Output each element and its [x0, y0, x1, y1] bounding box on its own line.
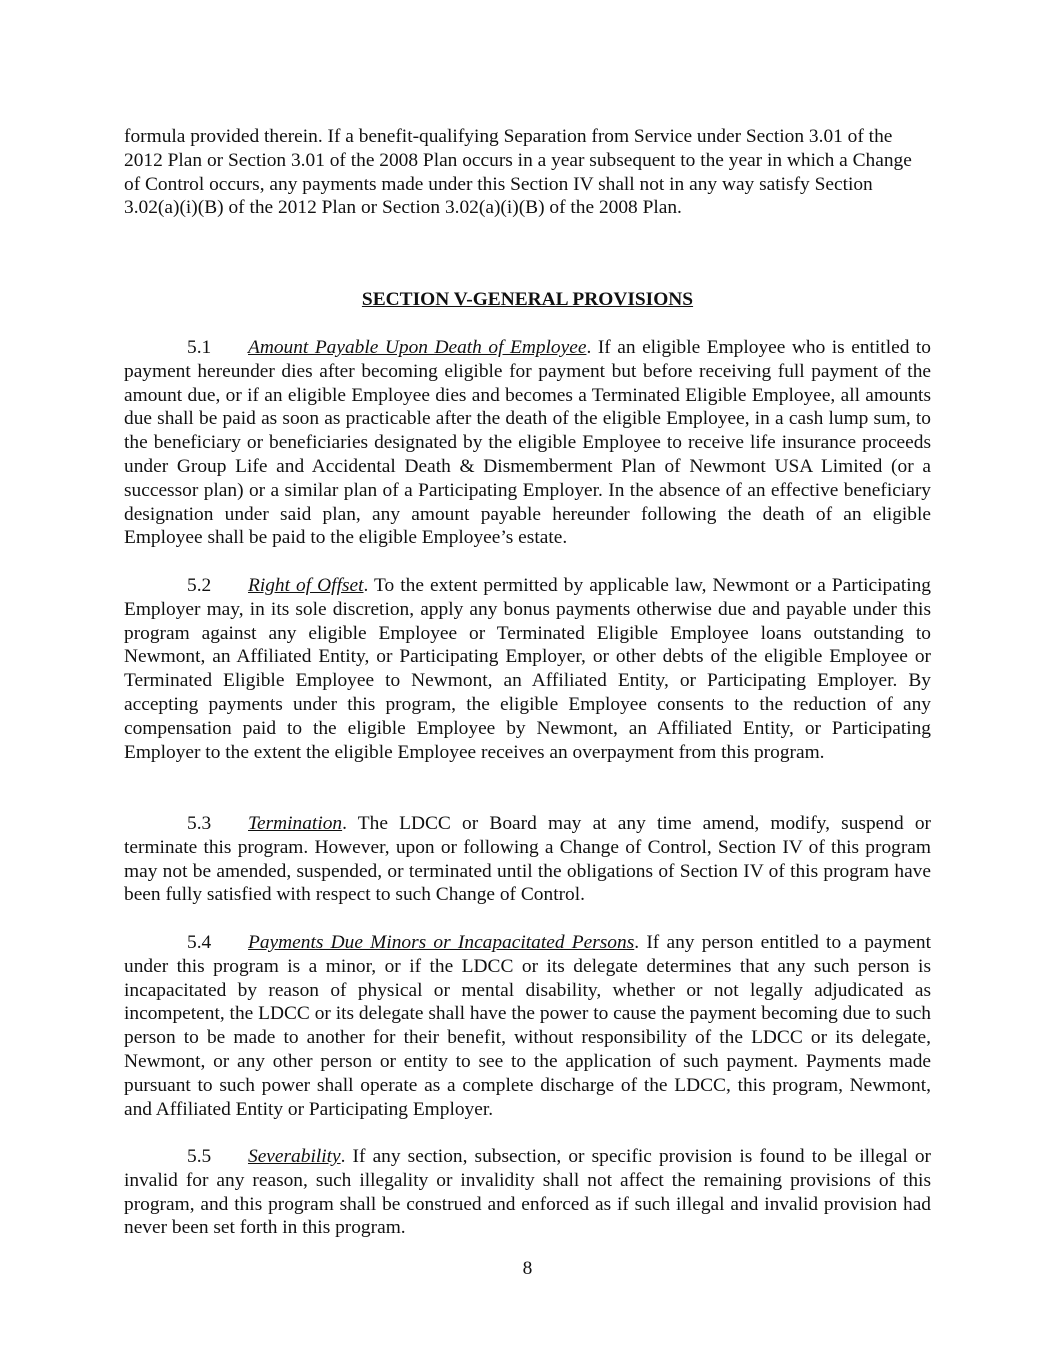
section-caption: Amount Payable Upon Death of Employee [248, 337, 587, 358]
section-number: 5.2 [187, 575, 212, 596]
section-caption: Termination [248, 813, 343, 834]
section-caption: Severability [248, 1146, 341, 1167]
page-number: 8 [522, 1258, 533, 1279]
section-5-1 [124, 336, 931, 550]
section-caption: Payments Due Minors or Incapacitated Persons [248, 932, 635, 953]
section-5-5 [124, 1145, 931, 1240]
section-number: 5.1 [187, 337, 212, 358]
section-text: . If any person entitled to a payment under this program is a minor, or if the LDCC or its delegate determines that any such person is incapacitated by reason of physical or mental disability, whether or not legally adjudicated as incompetent, the LDCC or its delegate shall have the power to cause the payment becoming due to such person to be made to another for their benefit, without responsibility of the LDCC or its delegate, Newmont, or any other person or entity to see to the application of such payment. Payments made pursuant to such power shall operate as a complete discharge of the LDCC, this program, Newmont, and Affiliated Entity or Participating Employer. [124, 932, 931, 1120]
section-number: 5.3 [187, 813, 212, 834]
intro-paragraph: formula provided therein. If a benefit-qualifying Separation from Service under Section 3.01 of the 2012 Plan or Section 3.01 of the 2008 Plan occurs in a year subsequent to the year in which a Change of Control occurs, any payments made under this Section IV shall not in any way satisfy Section 3.02(a)(i)(B) of the 2012 Plan or Section 3.02(a)(i)(B) of the 2008 Plan. [124, 126, 912, 219]
section-caption: Right of Offset [248, 575, 364, 596]
section-text: . The LDCC or Board may at any time amend, modify, suspend or terminate this program. However, upon or following a Change of Control, Section IV of this program may not be amended, suspended, or terminated until the obligations of Section IV of this program have been fully satisfied with respect to such Change of Control. [124, 813, 931, 906]
section-5-4 [124, 931, 931, 1121]
section-heading: SECTION V-GENERAL PROVISIONS [361, 289, 694, 310]
section-number: 5.5 [187, 1146, 212, 1167]
section-5-2 [124, 574, 931, 764]
section-text: . If any section, subsection, or specific provision is found to be illegal or invalid for any reason, such illegality or invalidity shall not affect the remaining provisions of this program, and this program shall be construed and enforced as if such illegal and invalid provision had never been set forth in this program. [124, 1146, 931, 1239]
section-5-3 [124, 812, 931, 907]
section-text: . If an eligible Employee who is entitled to payment hereunder dies after becoming eligible for payment but before receiving full payment of the amount due, or if an eligible Employee dies and becomes a Terminated Eligible Employee, all amounts due shall be paid as soon as practicable after the death of the eligible Employee, in a cash lump sum, to the beneficiary or beneficiaries designated by the eligible Employee to receive life insurance proceeds under Group Life and Accidental Death & Dismemberment Plan of Newmont USA Limited (or a successor plan) or a similar plan of a Participating Employer. In the absence of an effective beneficiary designation under said plan, any amount payable hereunder following the death of an eligible Employee shall be paid to the eligible Employee’s estate. [124, 337, 931, 549]
section-number: 5.4 [187, 932, 212, 953]
section-text: . To the extent permitted by applicable law, Newmont or a Participating Employer may, in its sole discretion, apply any bonus payments otherwise due and payable under this program against any eligible Employee or Terminated Eligible Employee loans outstanding to Newmont, an Affiliated Entity, or Participating Employer, or other debts of the eligible Employee or Terminated Eligible Employee to Newmont, an Affiliated Entity, or Participating Employer. By accepting payments under this program, the eligible Employee consents to the reduction of any compensation paid to the eligible Employee by Newmont, an Affiliated Entity, or Participating Employer to the extent the eligible Employee receives an overpayment from this program. [124, 575, 931, 763]
